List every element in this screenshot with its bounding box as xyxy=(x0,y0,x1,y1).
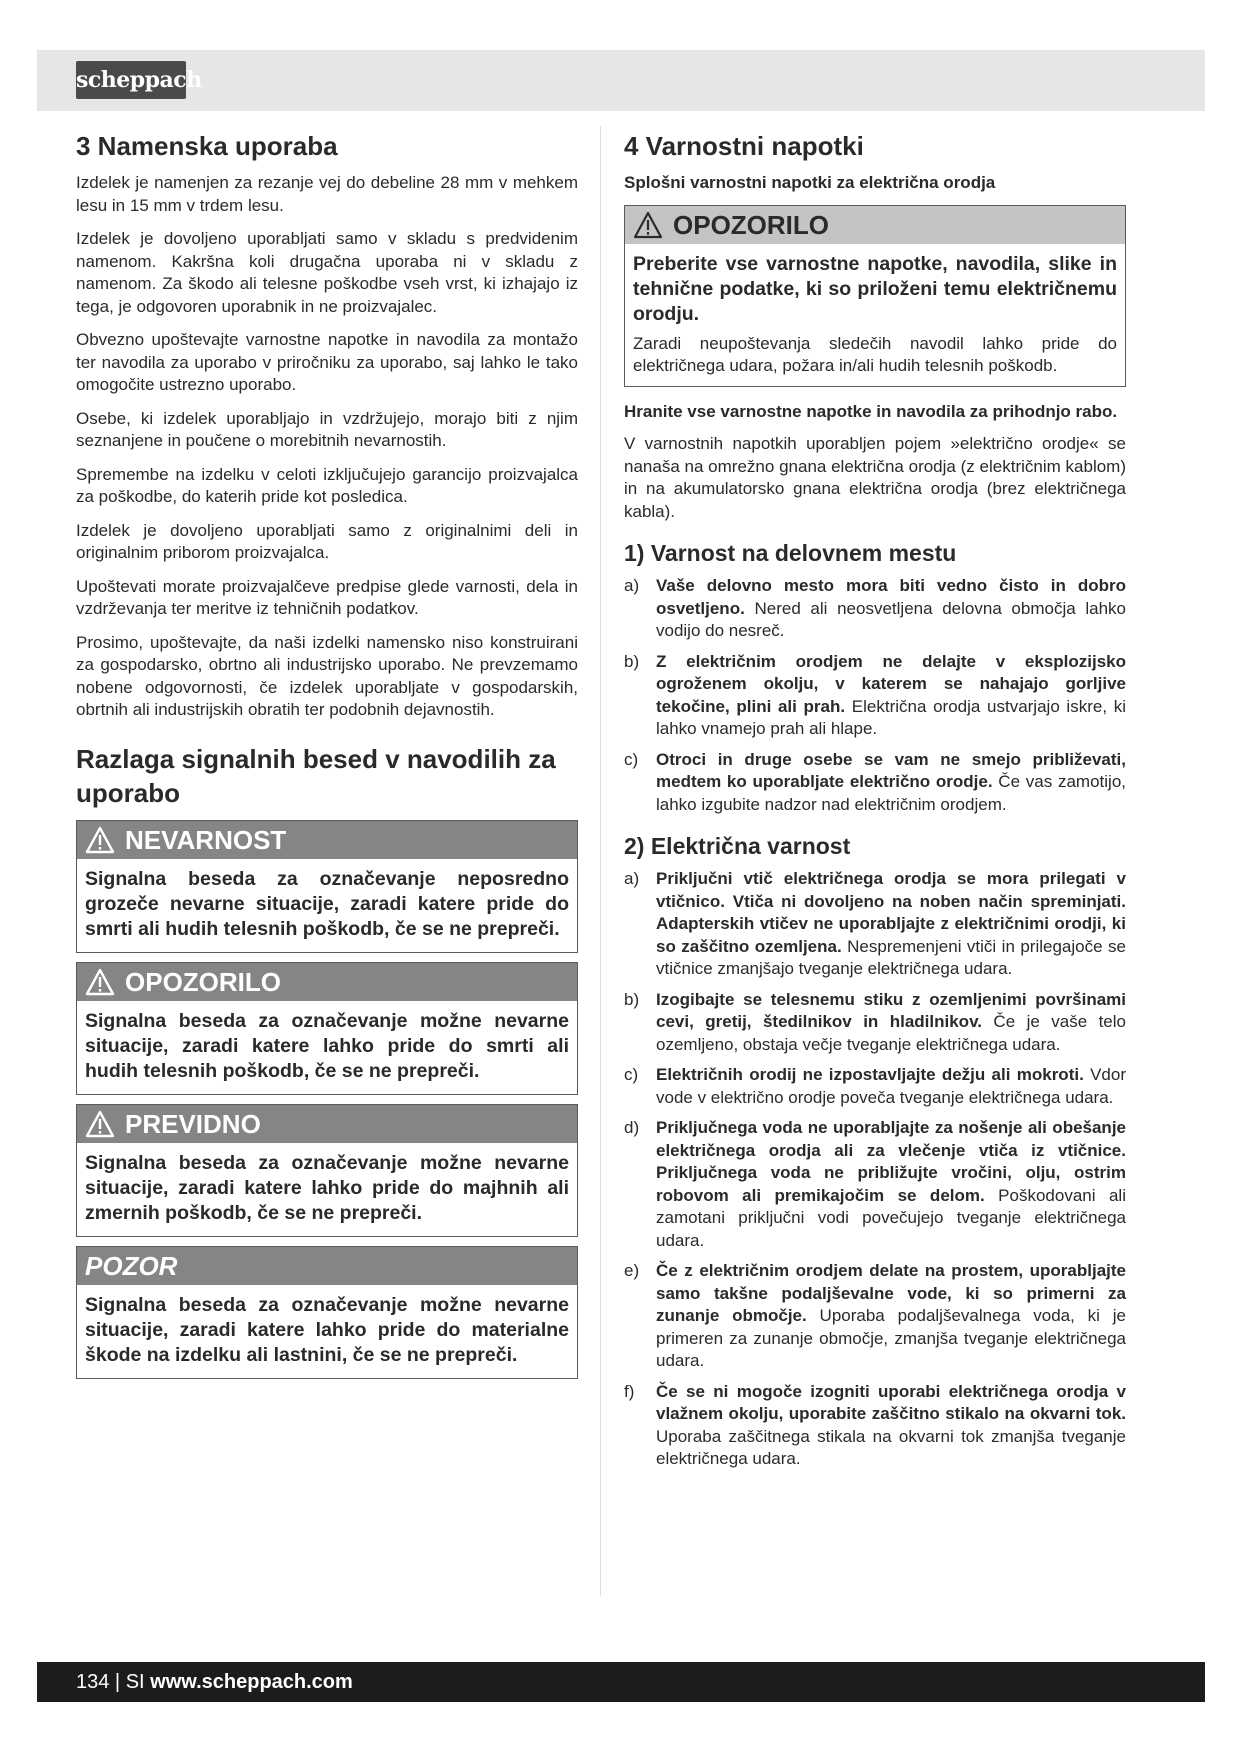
item-label: e) xyxy=(624,1261,640,1280)
signal-words-title: Razlaga signalnih besed v navodilih za uporabo xyxy=(76,743,556,808)
footer xyxy=(37,1662,1205,1702)
signal-label: OPOZORILO xyxy=(125,966,281,997)
warning-header xyxy=(625,206,1125,244)
paragraph: Obvezno upoštevajte varnostne napotke in navodila za montažo ter navodila za uporabo v priročniku za uporabo, saj lahko le tako omogočite ustrezno uporabo. xyxy=(76,330,578,394)
item-bold: Otroci in druge osebe se vam ne smejo približevati, medtem ko uporabljate električno orodje. xyxy=(656,749,1126,791)
column-divider xyxy=(600,126,601,1596)
paragraph: Prosimo, upoštevajte, da naši izdelki namensko niso konstruirani za gospodarsko, obrtno ali industrijsko uporabo. Ne prevzemamo nobene odgovornosti, če izdelek uporabljate v gospodarskih, obrtnih ali industrijskih obratih ter podobnih dejavnostih. xyxy=(76,632,578,719)
paragraph: Izdelek je dovoljeno uporabljati samo z originalnimi deli in originalnim priborom proizvajalca. xyxy=(76,520,578,562)
paragraph: Upoštevati morate proizvajalčeve predpise glede varnosti, dela in vzdrževanja ter meritve iz tehničnih podatkov. xyxy=(76,576,578,618)
left-column xyxy=(76,126,578,1388)
section-title-workplace: 1) Varnost na delovnem mestu xyxy=(624,540,957,566)
paragraph: Izdelek je dovoljeno uporabljati samo v skladu s predvidenim namenom. Kakršna koli drugačna uporaba ni v skladu z namenom. Za škodo ali telesne poškodbe vseh vrst, ki izhajajo iz tega, je odgovoren uporabnik in ne proizvajalec. xyxy=(76,229,578,316)
list-item xyxy=(624,575,1126,643)
right-column xyxy=(624,126,1126,1479)
website-link[interactable]: www.scheppach.com xyxy=(150,1671,353,1693)
item-bold: Če z električnim orodjem delate na prostem, uporabljajte samo takšne podaljševalne vode, ki so primerni za zunanje območje. xyxy=(656,1261,1126,1325)
paragraph: Osebe, ki izdelek uporabljajo in vzdržujejo, morajo biti z njim seznanjene in poučene o morebitnih nevarnostih. xyxy=(76,408,578,450)
warning-bold-text: Preberite vse varnostne napotke, navodila, slike in tehnične podatke, ki so priloženi temu električnemu orodju. xyxy=(633,252,1117,325)
item-label: c) xyxy=(624,1065,639,1084)
list-item xyxy=(624,989,1126,1057)
item-text: Vdor vode v električno orodje poveča tveganje električnega udara. xyxy=(656,1065,1126,1107)
item-label: a) xyxy=(624,869,640,888)
warning-triangle-icon xyxy=(85,968,115,996)
signal-box-notice xyxy=(76,1246,578,1379)
signal-header xyxy=(77,963,577,1001)
signal-header xyxy=(77,1247,577,1285)
item-bold: Z električnim orodjem ne delajte v eksplozijsko ogroženem okolju, v katerem se nahajajo gorljive tekočine, plini ali prah. xyxy=(656,651,1126,716)
item-bold: Električnih orodij ne izpostavljajte dežju ali mokroti. xyxy=(656,1065,1084,1084)
item-label: c) xyxy=(624,749,639,769)
scheppach-logo: scheppach xyxy=(76,61,186,99)
list-item xyxy=(624,1260,1126,1373)
item-text: Poškodovani ali zamotani priključni vodi povečujejo tveganje električnega udara. xyxy=(656,1185,1126,1250)
item-text: Če vas zamotijo, lahko izgubite nadzor nad električnim orodjem. xyxy=(656,772,1126,814)
definition-paragraph: V varnostnih napotkih uporabljen pojem »električno orodje« se nanaša na omrežno gnana električna orodja (z električnim kablom) in na akumulatorsko gnana električna orodja (brez električnega kabla). xyxy=(624,434,1126,521)
paragraph: Izdelek je namenjen za rezanje vej do debeline 28 mm v mehkem lesu in 15 mm v trdem lesu. xyxy=(76,173,578,215)
section-title-electrical: 2) Električna varnost xyxy=(624,833,851,859)
warning-label: OPOZORILO xyxy=(673,209,829,240)
warning-triangle-icon xyxy=(85,1110,115,1138)
signal-text: Signalna beseda za označevanje možne nevarne situacije, zaradi katere lahko pride do materialne škode na izdelku ali lastnini, če se ne prepreči. xyxy=(85,1293,569,1366)
list-item xyxy=(624,1117,1126,1252)
subtitle: Splošni varnostni napotki za električna orodja xyxy=(624,173,996,192)
item-text: Uporaba zaščitnega stikala na okvarni tok zmanjša tveganje električnega udara. xyxy=(656,1426,1126,1468)
item-text: Nespremenjeni vtiči in prilegajoče se vtičnice zmanjšajo tveganje električnega udara. xyxy=(656,936,1126,978)
signal-text: Signalna beseda za označevanje neposredno grozeče nevarne situacije, zaradi katere pride do smrti ali hudih telesnih poškodb, če se ne prepreči. xyxy=(85,867,569,940)
list-item xyxy=(624,1381,1126,1471)
item-bold: Vaše delovno mesto mora biti vedno čisto in dobro osvetljeno. xyxy=(656,576,1126,618)
footer-separator: | xyxy=(109,1671,126,1693)
item-text: Nered ali neosvetljena delovna območja lahko vodijo do nesreč. xyxy=(656,598,1126,640)
signal-box-warning xyxy=(76,962,578,1095)
signal-label: POZOR xyxy=(85,1250,178,1281)
signal-text: Signalna beseda za označevanje možne nevarne situacije, zaradi katere lahko pride do majhnih ali zmernih poškodb, če se ne prepreči. xyxy=(85,1151,569,1224)
signal-box-caution xyxy=(76,1104,578,1237)
item-label: b) xyxy=(624,651,640,671)
list-item xyxy=(624,868,1126,981)
language-code: SI xyxy=(125,1671,145,1693)
item-text: Uporaba podaljševalnega voda, ki je primeren za zunanje območje, zmanjša tveganje električnega udara. xyxy=(656,1306,1126,1370)
list-item xyxy=(624,1064,1126,1109)
section-title-intended-use: 3 Namenska uporaba xyxy=(76,131,338,161)
signal-header xyxy=(77,1105,577,1143)
header-band xyxy=(37,50,1205,111)
signal-label: NEVARNOST xyxy=(125,824,287,855)
warning-triangle-icon xyxy=(633,211,663,239)
item-label: b) xyxy=(624,989,640,1009)
footer-text xyxy=(76,1671,353,1693)
item-bold: Izogibajte se telesnemu stiku z ozemljenimi površinami cevi, gretij, štedilnikov in hladilnikov. xyxy=(656,989,1126,1031)
item-label: d) xyxy=(624,1118,640,1137)
signal-box-danger xyxy=(76,820,578,953)
section-title-safety: 4 Varnostni napotki xyxy=(624,131,864,161)
item-bold: Priključnega voda ne uporabljajte za nošenje ali obešanje električnega orodja ali za vlečenje vtiča iz vtičnice. Priključnega voda ne približujte vročini, olju, ostrim robovom ali premikajočim se delom. xyxy=(656,1118,1126,1205)
warning-triangle-icon xyxy=(85,826,115,854)
keep-note: Hranite vse varnostne napotke in navodila za prihodnjo rabo. xyxy=(624,401,1118,421)
item-bold: Priključni vtič električnega orodja se mora prilegati v vtičnico. Vtiča ni dovoljeno na noben način spreminjati. Adapterskih vtičev ne uporabljajte z električnimi orodji, ki so zaščitno ozemljena. xyxy=(656,869,1126,956)
item-text: Električna orodja ustvarjajo iskre, ki lahko vnamejo prah ali hlape. xyxy=(656,696,1126,738)
list-item xyxy=(624,749,1126,817)
signal-text: Signalna beseda za označevanje možne nevarne situacije, zaradi katere lahko pride do smrti ali hudih telesnih poškodb, če se ne prepreči. xyxy=(85,1009,569,1082)
list-item xyxy=(624,651,1126,741)
warning-box xyxy=(624,205,1126,387)
item-text: Če je vaše telo ozemljeno, obstaja večje tveganje električnega udara. xyxy=(656,1012,1126,1054)
item-label: f) xyxy=(624,1381,635,1401)
signal-header xyxy=(77,821,577,859)
warning-text: Zaradi neupoštevanja sledečih navodil lahko pride do električnega udara, požara in/ali hudih telesnih poškodb. xyxy=(633,333,1117,375)
paragraph: Spremembe na izdelku v celoti izključujejo garancijo proizvajalca za poškodbe, do katerih pride kot posledica. xyxy=(76,464,578,506)
signal-label: PREVIDNO xyxy=(125,1108,261,1139)
item-label: a) xyxy=(624,576,640,595)
item-bold: Če se ni mogoče izogniti uporabi električnega orodja v vlažnem okolju, uporabite zaščitno stikalo na okvarni tok. xyxy=(656,1381,1126,1423)
page-number: 134 xyxy=(76,1671,110,1693)
